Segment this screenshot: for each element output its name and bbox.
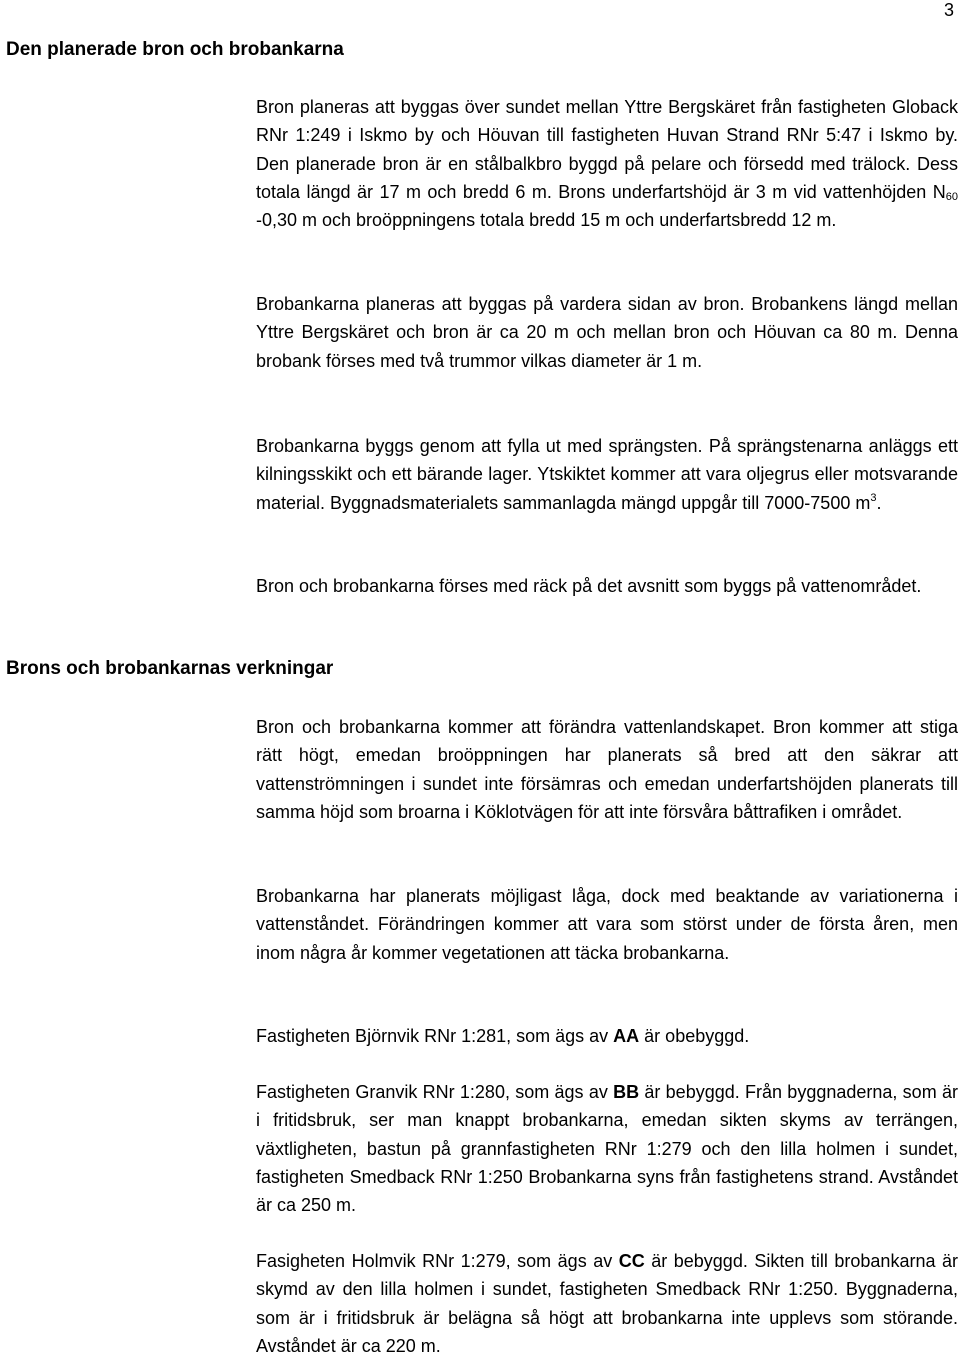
paragraph-railings: Bron och brobankarna förses med räck på det avsnitt som byggs på vattenområdet. bbox=[256, 576, 922, 596]
paragraph-text: är obebyggd. bbox=[639, 1026, 750, 1046]
paragraph-construction bbox=[256, 432, 958, 517]
section-heading-bridge: Den planerade bron och brobankarna bbox=[6, 39, 344, 60]
paragraph-bridge-description bbox=[256, 93, 958, 234]
paragraph-text: är bebyggd. Sikten till brobankarna är skymd av den lilla holmen i sundet, fastigheten Smedback RNr 1:250. Byggnaderna, som är i fritidsbruk är belägna så högt att brobankarna inte upplevs som störande. Avståndet är ca 220 m. bbox=[256, 1251, 958, 1356]
page-number: 3 bbox=[943, 0, 954, 20]
section-heading-effects: Brons och brobankarnas verkningar bbox=[6, 658, 334, 679]
paragraph-property-bjornvik bbox=[256, 1022, 958, 1050]
owner-name: CC bbox=[618, 1251, 645, 1271]
paragraph-text: -0,30 m och broöppningens totala bredd 15 m och underfartsbredd 12 m. bbox=[256, 210, 837, 231]
paragraph-text: . bbox=[876, 492, 882, 513]
paragraph-text: Fasigheten Holmvik RNr 1:279, som ägs av bbox=[256, 1251, 619, 1271]
subscript-n60: 60 bbox=[945, 190, 958, 203]
paragraph-text: Bron planeras att byggas över sundet mellan Yttre Bergskäret från fastigheten Globack RNr 1:249 i Iskmo by och Höuvan till fastigheten Huvan Strand RNr 5:47 i Iskmo by. Den planerade bron är en stålbalkbro byggd på pelare och försedd med trälock. Dess totala längd är 17 m och bredd 6 m. Brons underfartshöjd är 3 m vid vattenhöjden N bbox=[256, 97, 958, 202]
paragraph-embankments: Brobankarna planeras att byggas på vardera sidan av bron. Brobankens längd mellan Yttre Bergskäret och bron är ca 20 m och mellan bron och Höuvan ca 80 m. Denna brobank förses med två trummor vilkas diameter är 1 m. bbox=[256, 294, 958, 371]
owner-name: BB bbox=[613, 1082, 640, 1102]
paragraph-text: är bebyggd. Från byggnaderna, som är i fritidsbruk, ser man knappt brobankarna, emedan sikten skyms av terrängen, växtligheten, bastun på grannfastigheten RNr 1:279 och den lilla holmen i sundet, fastigheten Smedback RNr 1:250 Brobankarna syns från fastighetens strand. Avståndet är ca 250 m. bbox=[256, 1082, 958, 1216]
superscript-cubic: 3 bbox=[870, 491, 877, 504]
owner-name: AA bbox=[613, 1026, 640, 1046]
paragraph-property-granvik bbox=[256, 1078, 958, 1219]
paragraph-water-level: Brobankarna har planerats möjligast låga, dock med beaktande av variationerna i vattenståndet. Förändringen kommer att vara som störst under de första åren, men inom några år kommer vegetationen att täcka brobankarna. bbox=[256, 886, 958, 963]
paragraph-text: Fastigheten Björnvik RNr 1:281, som ägs av bbox=[256, 1026, 614, 1046]
paragraph-property-holmvik bbox=[256, 1247, 958, 1360]
paragraph-landscape: Bron och brobankarna kommer att förändra vattenlandskapet. Bron kommer att stiga rätt högt, emedan broöppningen har planerats så bred att den säkrar att vattenströmningen i sundet inte försämras och emedan underfartshöjden planerats till samma höjd som broarna i Köklotvägen för att inte försvåra båttrafiken i området. bbox=[256, 717, 958, 822]
paragraph-text: Brobankarna byggs genom att fylla ut med sprängsten. På sprängstenarna anläggs ett kilningsskikt och ett bärande lager. Ytskiktet kommer att vara oljegrus eller motsvarande material. Byggnadsmaterialets sammanlagda mängd uppgår till 7000-7500 m bbox=[256, 436, 958, 513]
paragraph-text: Fastigheten Granvik RNr 1:280, som ägs av bbox=[256, 1082, 614, 1102]
